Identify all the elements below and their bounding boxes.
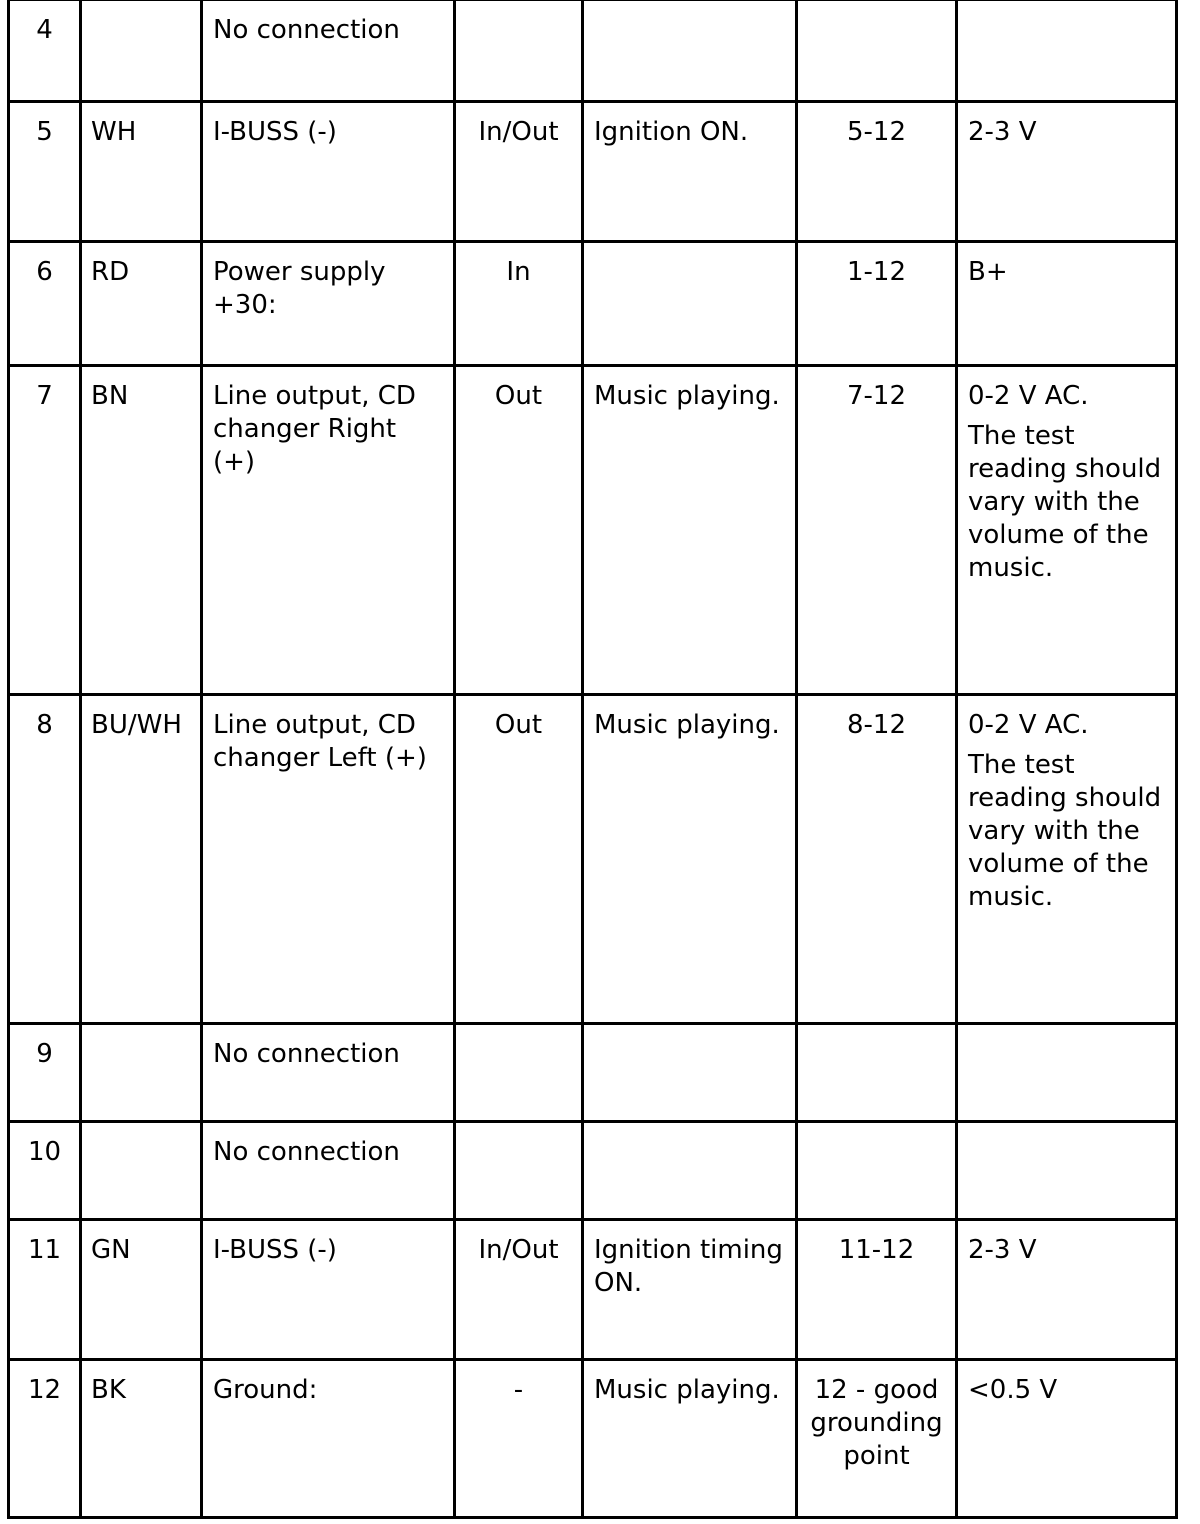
pin-number-cell: 7: [9, 366, 81, 695]
condition-cell: Music playing.: [583, 1360, 797, 1518]
condition-cell: [583, 1024, 797, 1122]
measure-points-cell: [797, 1024, 957, 1122]
value-text: 0-2 V AC.: [968, 710, 1089, 740]
table-row: [9, 0, 1177, 102]
pin-number-cell: 8: [9, 695, 81, 1024]
condition-cell: [583, 242, 797, 366]
table-row: [9, 1024, 1177, 1122]
measure-points-cell: 12 - good grounding point: [797, 1360, 957, 1518]
value-text: 2-3 V: [968, 1235, 1037, 1265]
value-cell: [957, 1024, 1177, 1122]
pin-number-cell: 4: [9, 0, 81, 102]
table-row: [9, 1122, 1177, 1220]
value-text: 0-2 V AC.: [968, 381, 1089, 411]
table-row: [9, 102, 1177, 242]
pin-number-cell: 9: [9, 1024, 81, 1122]
condition-cell: Music playing.: [583, 366, 797, 695]
value-cell: [957, 102, 1177, 242]
value-cell: [957, 366, 1177, 695]
function-cell: No connection: [202, 1122, 455, 1220]
table-row: [9, 1360, 1177, 1518]
value-cell: [957, 1122, 1177, 1220]
condition-cell: Ignition ON.: [583, 102, 797, 242]
wire-color-cell: [81, 1024, 202, 1122]
pin-number-cell: 5: [9, 102, 81, 242]
value-cell: [957, 0, 1177, 102]
direction-cell: Out: [455, 695, 583, 1024]
table-row: [9, 695, 1177, 1024]
value-text: B+: [968, 257, 1008, 287]
pin-number-cell: 11: [9, 1220, 81, 1360]
pin-number-cell: 12: [9, 1360, 81, 1518]
table-row: [9, 242, 1177, 366]
direction-cell: In: [455, 242, 583, 366]
value-cell: [957, 1220, 1177, 1360]
measure-points-cell: 7-12: [797, 366, 957, 695]
condition-cell: [583, 0, 797, 102]
measure-points-cell: 1-12: [797, 242, 957, 366]
value-cell: [957, 242, 1177, 366]
wire-color-cell: [81, 1122, 202, 1220]
direction-cell: [455, 1024, 583, 1122]
wire-color-cell: BK: [81, 1360, 202, 1518]
value-cell: [957, 1360, 1177, 1518]
direction-cell: Out: [455, 366, 583, 695]
function-cell: Power supply +30:: [202, 242, 455, 366]
function-cell: Line output, CD changer Right (+): [202, 366, 455, 695]
direction-cell: In/Out: [455, 1220, 583, 1360]
value-cell: [957, 695, 1177, 1024]
table-row: [9, 1220, 1177, 1360]
pin-number-cell: 10: [9, 1122, 81, 1220]
measure-points-cell: [797, 1122, 957, 1220]
direction-cell: -: [455, 1360, 583, 1518]
measure-points-cell: [797, 0, 957, 102]
value-note: The test reading should vary with the volume of the music.: [968, 421, 1162, 583]
wire-color-cell: WH: [81, 102, 202, 242]
pin-number-cell: 6: [9, 242, 81, 366]
direction-cell: [455, 1122, 583, 1220]
wire-color-cell: BN: [81, 366, 202, 695]
wire-color-cell: [81, 0, 202, 102]
value-text: 2-3 V: [968, 117, 1037, 147]
function-cell: Line output, CD changer Left (+): [202, 695, 455, 1024]
direction-cell: In/Out: [455, 102, 583, 242]
condition-cell: [583, 1122, 797, 1220]
value-text: <0.5 V: [968, 1375, 1058, 1405]
function-cell: I-BUSS (-): [202, 102, 455, 242]
measure-points-cell: 8-12: [797, 695, 957, 1024]
table-row: [9, 366, 1177, 695]
function-cell: Ground:: [202, 1360, 455, 1518]
function-cell: No connection: [202, 0, 455, 102]
measure-points-cell: 11-12: [797, 1220, 957, 1360]
wire-color-cell: GN: [81, 1220, 202, 1360]
wire-color-cell: BU/WH: [81, 695, 202, 1024]
condition-cell: Ignition timing ON.: [583, 1220, 797, 1360]
condition-cell: Music playing.: [583, 695, 797, 1024]
direction-cell: [455, 0, 583, 102]
value-note: The test reading should vary with the volume of the music.: [968, 750, 1162, 912]
pin-assignment-table: [7, 0, 1178, 1519]
wire-color-cell: RD: [81, 242, 202, 366]
function-cell: No connection: [202, 1024, 455, 1122]
measure-points-cell: 5-12: [797, 102, 957, 242]
function-cell: I-BUSS (-): [202, 1220, 455, 1360]
